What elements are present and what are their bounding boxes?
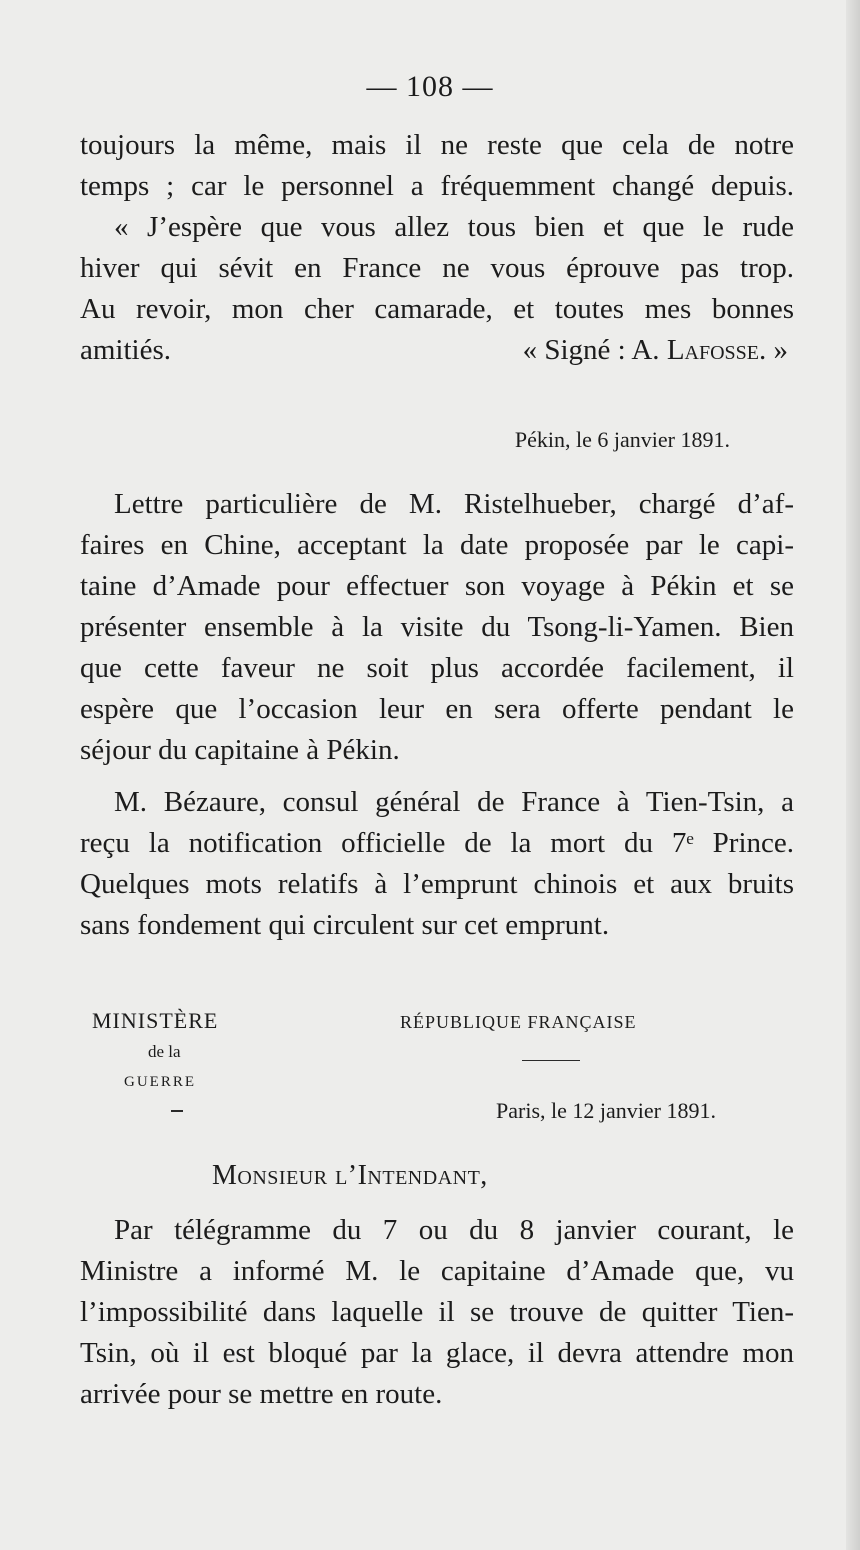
text-line: présenter ensemble à la visite du Tsong-li-Yamen. Bien	[80, 611, 794, 643]
dateline-paris: Paris, le 12 janvier 1891.	[496, 1098, 716, 1123]
text-line: espère que l’occasion leur en sera offerte pendant le	[80, 693, 794, 725]
text-line: arrivée pour se mettre en route.	[80, 1378, 443, 1410]
signature-line	[80, 330, 794, 371]
text-line: Quelques mots relatifs à l’emprunt chinois et aux bruits	[80, 868, 794, 900]
letterhead-rule	[522, 1060, 580, 1061]
paragraph-telegramme	[80, 1210, 794, 1415]
letterhead-guerre: GUERRE	[124, 1074, 196, 1090]
closing-word: amitiés.	[80, 334, 172, 366]
text-line: Par télégramme du 7 ou du 8 janvier courant, le	[114, 1214, 794, 1246]
signed-prefix: « Signé : A.	[522, 334, 660, 366]
text-line: « J’espère que vous allez tous bien et que le rude	[114, 211, 794, 243]
paragraph-ristelhueber	[80, 484, 794, 771]
salutation: Monsieur l’Intendant,	[212, 1160, 488, 1191]
text-line: hiver qui sévit en France ne vous éprouve pas trop.	[80, 252, 794, 284]
text-line: toujours la même, mais il ne reste que cela de notre	[80, 129, 794, 161]
text-line: que cette faveur ne soit plus accordée facilement, il	[80, 652, 794, 684]
text-line: Lettre particulière de M. Ristelhueber, chargé d’af-	[114, 488, 794, 520]
paragraph-letter-end	[80, 125, 794, 371]
text-line: Au revoir, mon cher camarade, et toutes mes bonnes	[80, 293, 794, 325]
closing-quote: »	[773, 334, 788, 366]
letterhead-de-la: de la	[148, 1042, 181, 1061]
page-edge-shadow	[846, 0, 860, 1550]
dateline-pekin: Pékin, le 6 janvier 1891.	[514, 427, 730, 452]
text-line: Tsin, où il est bloqué par la glace, il devra attendre mon	[80, 1337, 794, 1369]
letterhead-republique: RÉPUBLIQUE FRANÇAISE	[400, 1012, 637, 1032]
text-line: M. Bézaure, consul général de France à Tien-Tsin, a	[114, 786, 794, 818]
letterhead-ministere: MINISTÈRE	[92, 1008, 219, 1033]
text-line: l’impossibilité dans laquelle il se trouve de quitter Tien-	[80, 1296, 794, 1328]
paragraph-bezaure	[80, 782, 794, 946]
text-line: reçu la notification officielle de la mort du 7ᵉ Prince.	[80, 827, 794, 859]
signatory-name: Lafosse.	[666, 334, 767, 366]
text-line: faires en Chine, acceptant la date proposée par le capi-	[80, 529, 794, 561]
text-line: taine d’Amade pour effectuer son voyage à Pékin et se	[80, 570, 794, 602]
page-number: — 108 —	[366, 70, 494, 103]
text-line: séjour du capitaine à Pékin.	[80, 734, 400, 766]
letterhead-dash	[171, 1110, 183, 1112]
signature	[523, 330, 794, 371]
text-line: temps ; car le personnel a fréquemment changé depuis.	[80, 170, 794, 202]
text-line: sans fondement qui circulent sur cet emprunt.	[80, 909, 610, 941]
text-line: Ministre a informé M. le capitaine d’Amade que, vu	[80, 1255, 794, 1287]
